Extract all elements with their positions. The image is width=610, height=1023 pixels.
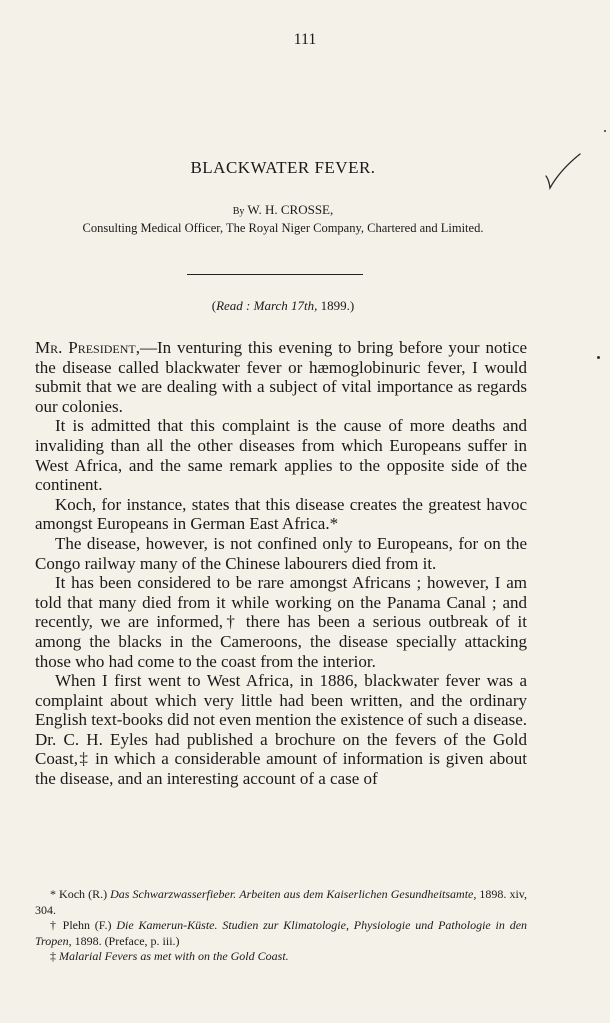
title-divider: [187, 274, 363, 275]
footnote-author: Koch (R.): [59, 887, 108, 901]
page-number: 111: [293, 31, 317, 48]
byline: [0, 202, 566, 218]
footnote-author: Plehn (F.): [62, 918, 112, 932]
byline-prefix: By: [232, 206, 245, 217]
article-body: [35, 338, 527, 789]
footnote: [35, 887, 527, 918]
handwritten-check-mark: [540, 152, 582, 192]
article-title: BLACKWATER FEVER.: [190, 158, 376, 177]
author-name: W. H. CROSSE,: [247, 202, 334, 217]
read-note-year: 1899.): [317, 298, 355, 313]
paragraph-text: —In venturing this evening to bring before your notice the disease called blackwater fever or hæmoglobinuric fever, I would submit that we are dealing with a subject of vital importance as regards our colonies.: [35, 338, 527, 416]
footnote-journal: Studien zur Klimatologie, Physiologie und Pathologie in den Tropen,: [35, 918, 528, 948]
footnote-mark: ‡: [50, 949, 56, 963]
read-date-note: [0, 298, 566, 314]
paragraph: Koch, for instance, states that this disease creates the greatest havoc amongst Europeans in German East Africa.*: [35, 494, 527, 534]
paragraph: The disease, however, is not confined only to Europeans, for on the Congo railway many of the Chinese labourers died from it.: [35, 533, 527, 573]
margin-speck: [604, 130, 606, 132]
salutation: Mr. President,: [35, 338, 140, 357]
read-note-open: (: [211, 298, 217, 313]
footnote-details: 1898. (Preface, p. iii.): [74, 933, 180, 948]
footnote-journal: Arbeiten aus dem Kaiserlichen Gesundheitsamte,: [239, 887, 477, 901]
author-affiliation: Consulting Medical Officer, The Royal Niger Company, Chartered and Limited.: [82, 221, 484, 235]
paragraph: [35, 338, 527, 416]
footnote: [35, 949, 527, 965]
footnotes: [35, 887, 527, 965]
footnote-work: Die Kamerun-Küste.: [116, 918, 218, 932]
read-note-label: Read : March 17th,: [216, 298, 318, 313]
paragraph: It is admitted that this complaint is the cause of more deaths and invaliding than all the other diseases from which Europeans suffer in West Africa, and the same remark applies to the opposite side of the continent.: [35, 416, 527, 495]
paragraph: It has been considered to be rare amongst Africans ; however, I am told that many died from it while working on the Panama Canal ; and recently, we are informed,† there has been a serious outbreak of it among the blacks in the Cameroons, the disease specially attacking those who had come to the coast from the interior.: [35, 573, 527, 671]
paragraph: When I first went to West Africa, in 1886, blackwater fever was a complaint about which very little had been written, and the ordinary English text-books did not even mention the existence of such a disease. Dr. C. H. Eyles had published a brochure on the fevers of the Gold Coast,‡ in which a considerable amount of information is given about the disease, and an interesting account of a case of: [35, 671, 527, 789]
margin-speck: [597, 356, 600, 359]
footnote: [35, 918, 527, 949]
footnote-work: Malarial Fevers as met with on the Gold Coast.: [59, 949, 289, 963]
footnote-mark: †: [50, 918, 58, 932]
footnote-details: 1898. xiv, 304.: [35, 887, 528, 917]
footnote-work: Das Schwarzwasserfieber.: [110, 887, 237, 901]
footnote-mark: *: [50, 887, 56, 901]
